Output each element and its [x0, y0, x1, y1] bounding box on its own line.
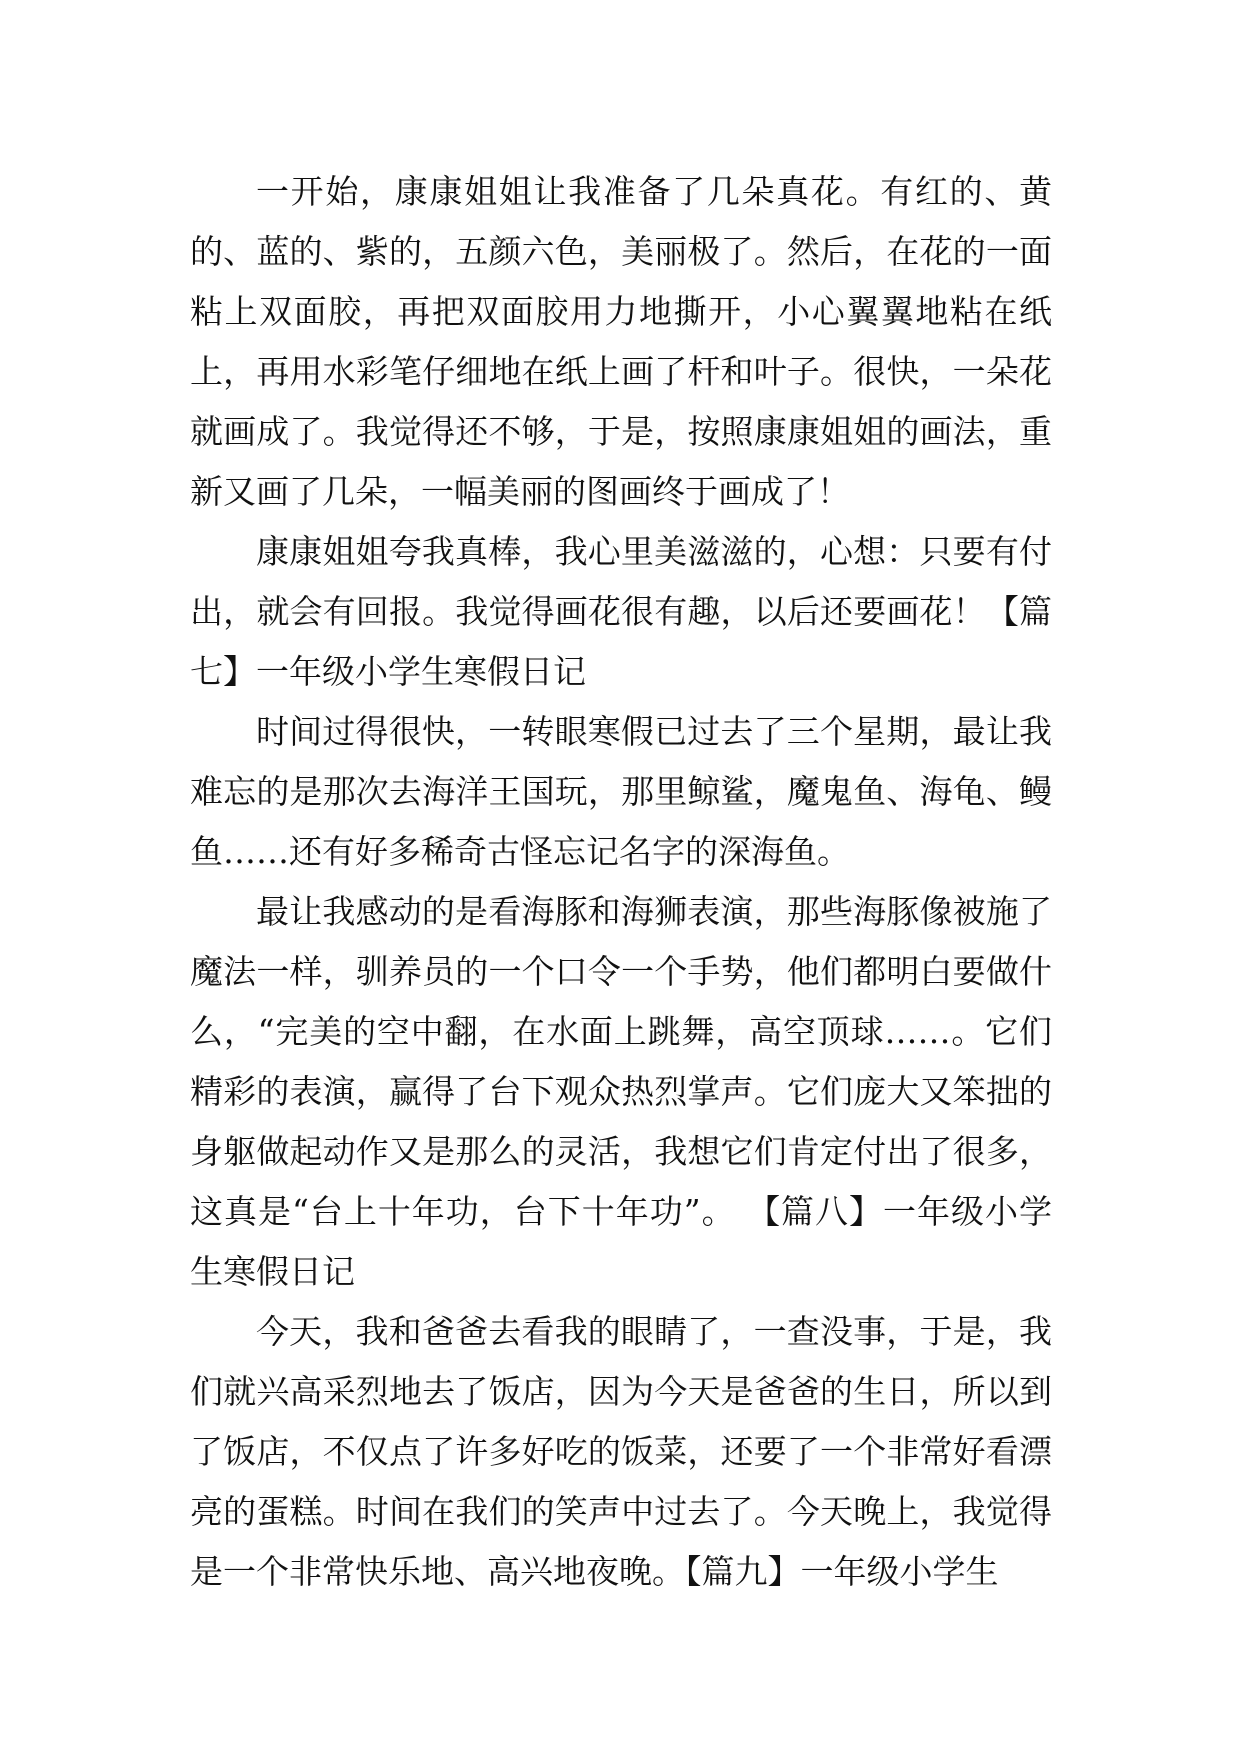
paragraph-birthday-and-section-nine: 今天，我和爸爸去看我的眼睛了，一查没事，于是，我们就兴高采烈地去了饭店，因为今天是爸爸的生日，所以到了饭店，不仅点了许多好吃的饭菜，还要了一个非常好看漂亮的蛋糕。时间在我们的笑声中过去了。今天晚上，我觉得是一个非常快乐地、高兴地夜晚。【篇九】一年级小学生 [190, 1312, 1052, 1591]
paragraph-dolphin-show-and-section-eight: 最让我感动的是看海豚和海狮表演，那些海豚像被施了魔法一样，驯养员的一个口令一个手势，他们都明白要做什么，“完美的空中翻，在水面上跳舞，高空顶球……。它们精彩的表演，赢得了台下观众热烈掌声。它们庞大又笨拙的身躯做起动作又是那么的灵活，我想它们肯定付出了很多，这真是“台上十年功，台下十年功”。 【篇八】一年级小学生寒假日记 [190, 892, 1052, 1291]
document-page [190, 162, 1052, 1602]
paragraph-flower-drawing: 一开始，康康姐姐让我准备了几朵真花。有红的、黄的、蓝的、紫的，五颜六色，美丽极了。然后，在花的一面粘上双面胶，再把双面胶用力地撕开，小心翼翼地粘在纸上，再用水彩笔仔细地在纸上画了杆和叶子。很快，一朵花就画成了。我觉得还不够，于是，按照康康姐姐的画法，重新又画了几朵，一幅美丽的图画终于画成了！ [190, 172, 1052, 511]
paragraph-praise-and-section-seven: 康康姐姐夸我真棒，我心里美滋滋的，心想：只要有付出，就会有回报。我觉得画花很有趣，以后还要画花！【篇七】一年级小学生寒假日记 [190, 532, 1052, 691]
paragraph-ocean-kingdom: 时间过得很快，一转眼寒假已过去了三个星期，最让我难忘的是那次去海洋王国玩，那里鲸鲨，魔鬼鱼、海龟、鳗鱼……还有好多稀奇古怪忘记名字的深海鱼。 [190, 712, 1052, 871]
